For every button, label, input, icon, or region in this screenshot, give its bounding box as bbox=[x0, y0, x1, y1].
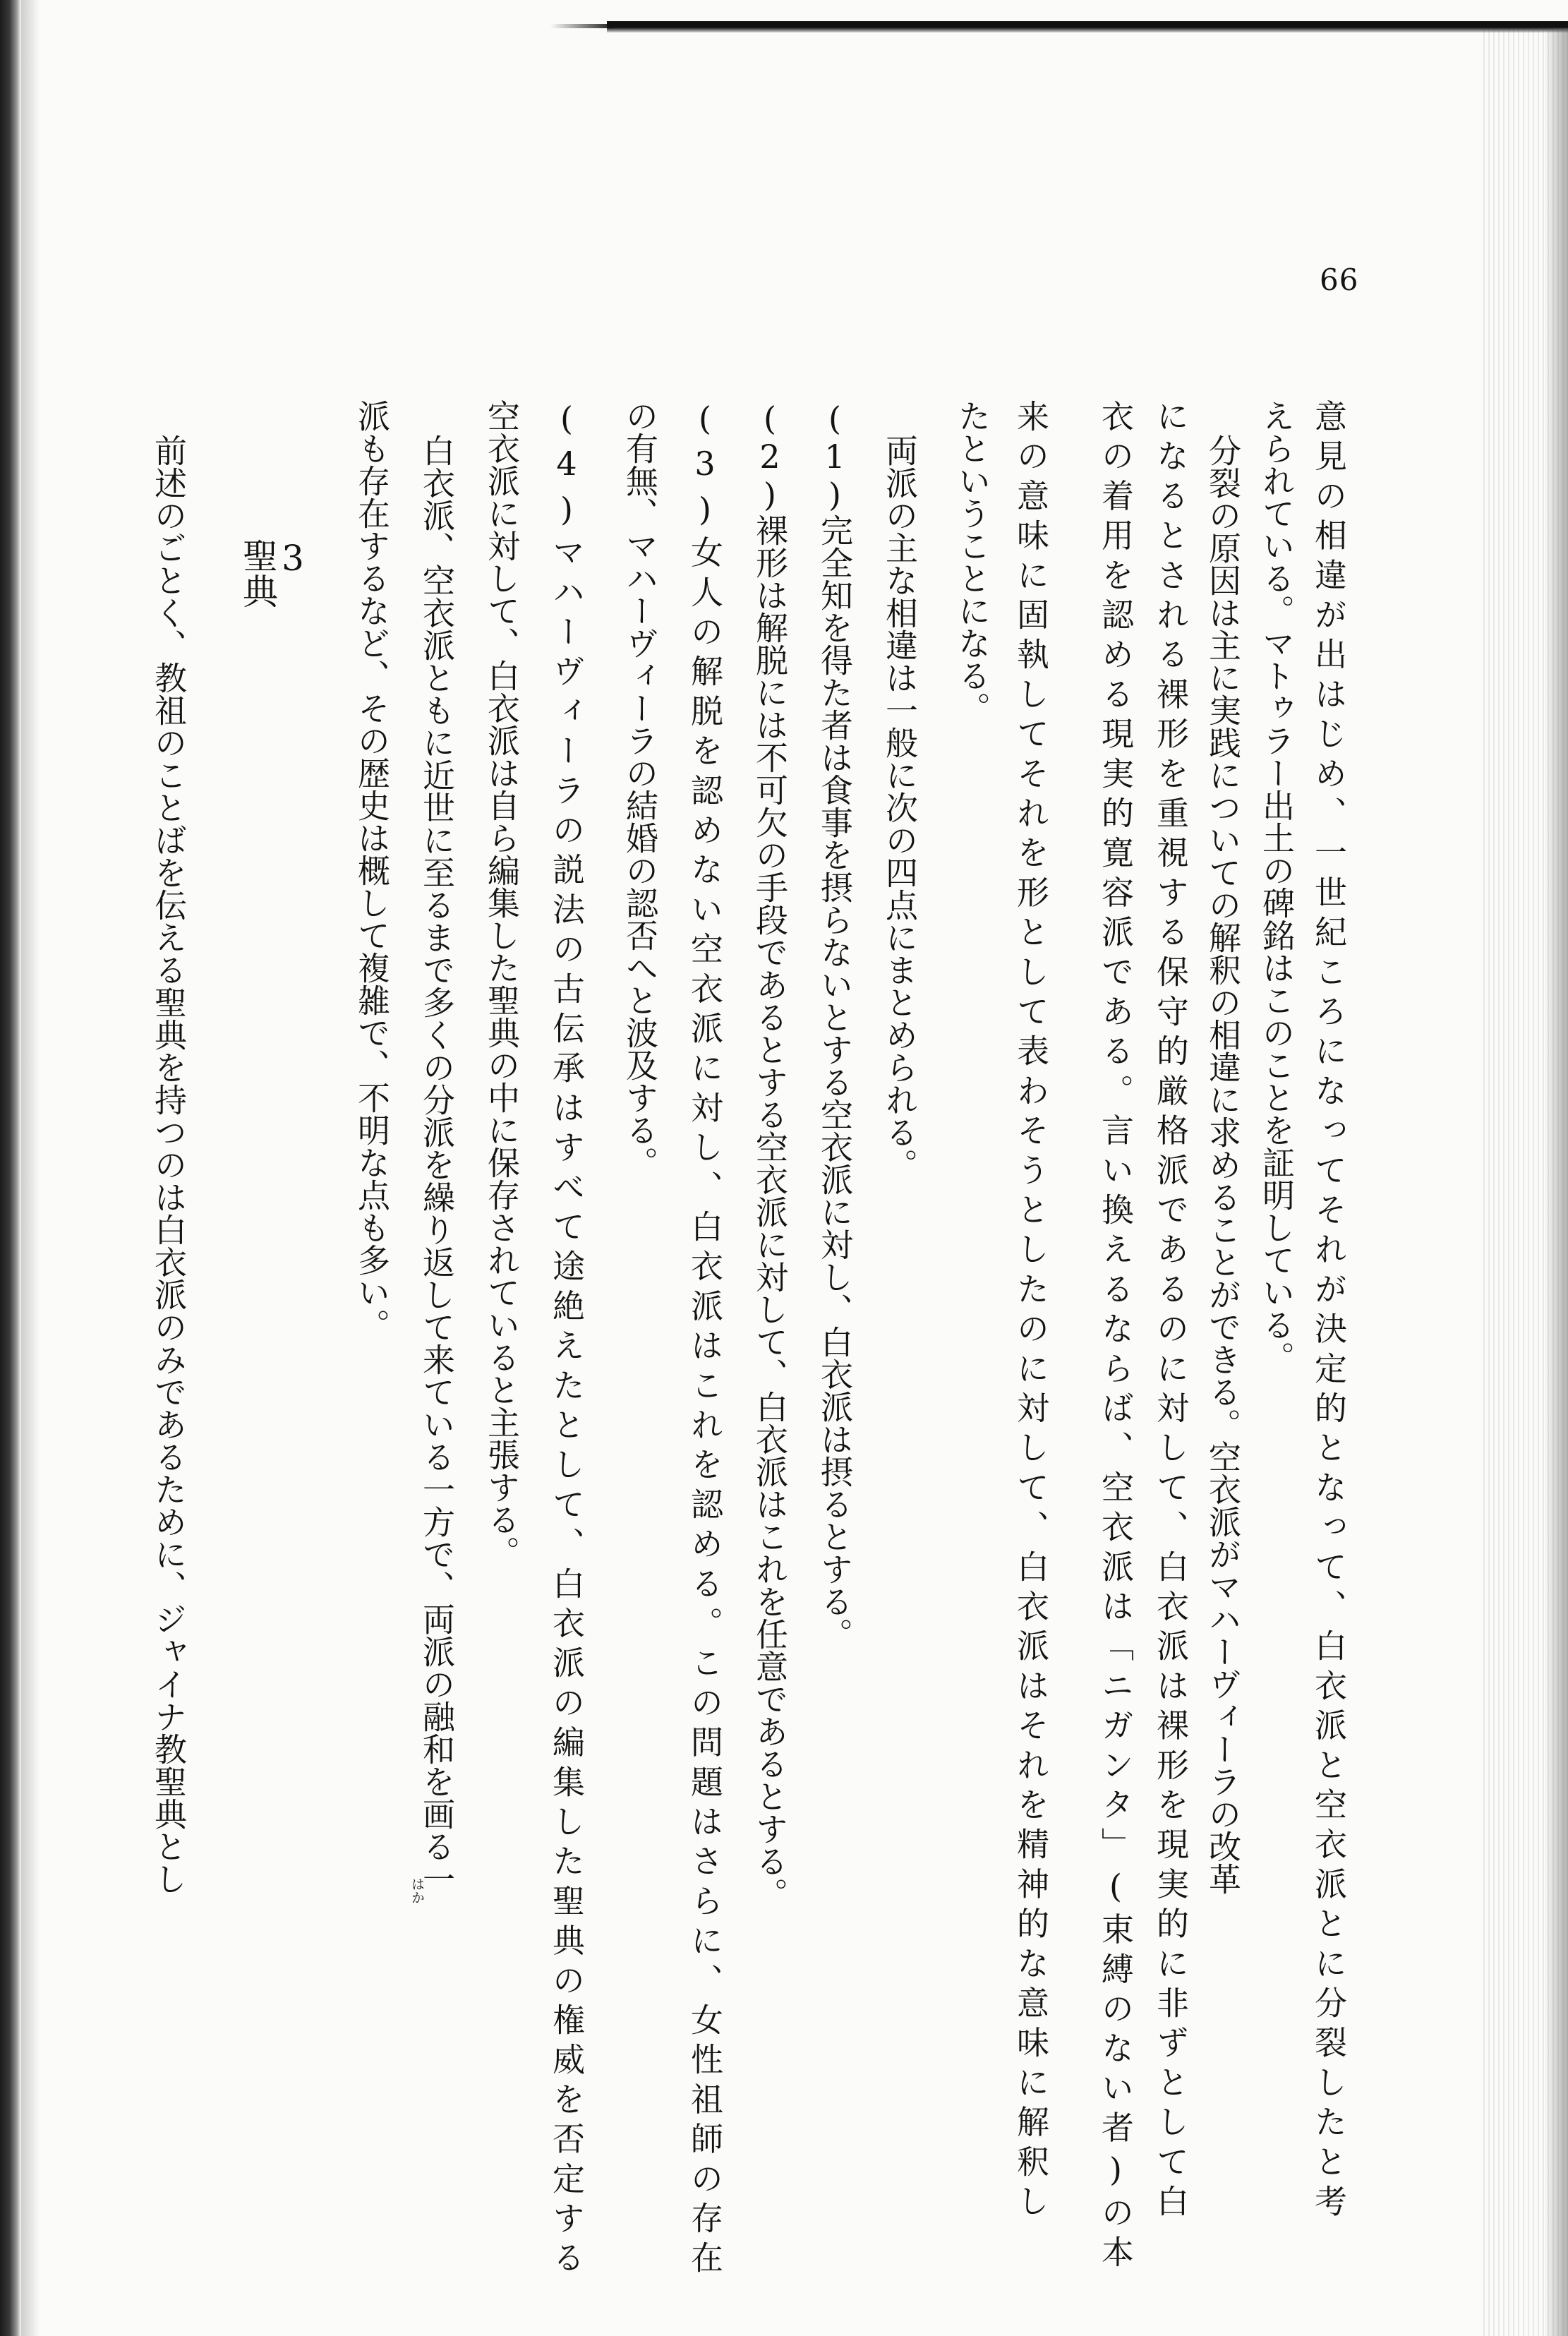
furigana-reading: はか bbox=[409, 1877, 425, 1904]
paragraph-start-column: 白衣派、空衣派ともに近世に至るまで多くの分派を繰り返して来ている一方で、両派の融和を画る一 bbox=[418, 434, 456, 1895]
list-item-3: (3)女人の解脱を認めない空衣派に対し、白衣派はこれを認める。この問題はさらに、女性祖師の存在 bbox=[686, 399, 724, 2281]
paragraph-start-column: 両派の主な相違は一般に次の四点にまとめられる。 bbox=[881, 434, 919, 1181]
right-page-edge-shadow bbox=[1544, 28, 1568, 2336]
list-item-4: (4)マハーヴィーラの説法の古伝承はすべて途絶えたとして、白衣派の編集した聖典の権威を否定する bbox=[548, 399, 586, 2281]
text-column: えられている。マトゥラー出土の碑銘はこのことを証明している。 bbox=[1258, 399, 1296, 1373]
section-number: 3 bbox=[272, 538, 313, 579]
text-column: 来の意味に固執してそれを形として表わそうとしたのに対して、白衣派はそれを精神的な意味に解釈し bbox=[1012, 399, 1050, 2224]
section-heading bbox=[237, 538, 313, 608]
paragraph-start-column: 分裂の原因は主に実践についての解釈の相違に求めることができる。空衣派がマハーヴィーラの改革 bbox=[1204, 434, 1242, 1895]
paragraph-start-column: 前述のごとく、教祖のことばを伝える聖典を持つのは白衣派のみであるために、ジャイナ教聖典とし bbox=[150, 434, 188, 1895]
binding-shadow bbox=[0, 0, 21, 2336]
list-item-2: (2)裸形は解脱には不可欠の手段であるとする空衣派に対して、白衣派はこれを任意であるとする。 bbox=[751, 399, 789, 1910]
text-column: になるとされる裸形を重視する保守的厳格派であるのに対して、白衣派は裸形を現実的に非ずとして白 bbox=[1152, 399, 1190, 2224]
text-column: 空衣派に対して、白衣派は自ら編集した聖典の中に保存されていると主張する。 bbox=[483, 399, 521, 1568]
list-item-1: (1)完全知を得た者は食事を摂らないとする空衣派に対し、白衣派は摂るとする。 bbox=[816, 399, 854, 1650]
text-column: 意見の相違が出はじめ、一世紀ころになってそれが決定的となって、白衣派と空衣派とに分裂したと考 bbox=[1310, 399, 1348, 2224]
text-column: の有無、マハーヴィーラの結婚の認否へと波及する。 bbox=[621, 399, 659, 1179]
text-column: 派も存在するなど、その歴史は概して複雑で、不明な点も多い。 bbox=[353, 399, 391, 1341]
page-number: 66 bbox=[1320, 263, 1359, 297]
text-column: たということになる。 bbox=[953, 399, 991, 724]
top-edge-taper bbox=[550, 24, 614, 28]
text-column: 衣の着用を認める現実的寛容派である。言い換えるならば、空衣派は「ニガンタ」(束縛のない者)の本 bbox=[1097, 399, 1135, 2275]
top-page-edge bbox=[607, 21, 1568, 32]
binding-shadow-soft bbox=[21, 0, 40, 2336]
section-title: 聖典 bbox=[237, 538, 278, 608]
